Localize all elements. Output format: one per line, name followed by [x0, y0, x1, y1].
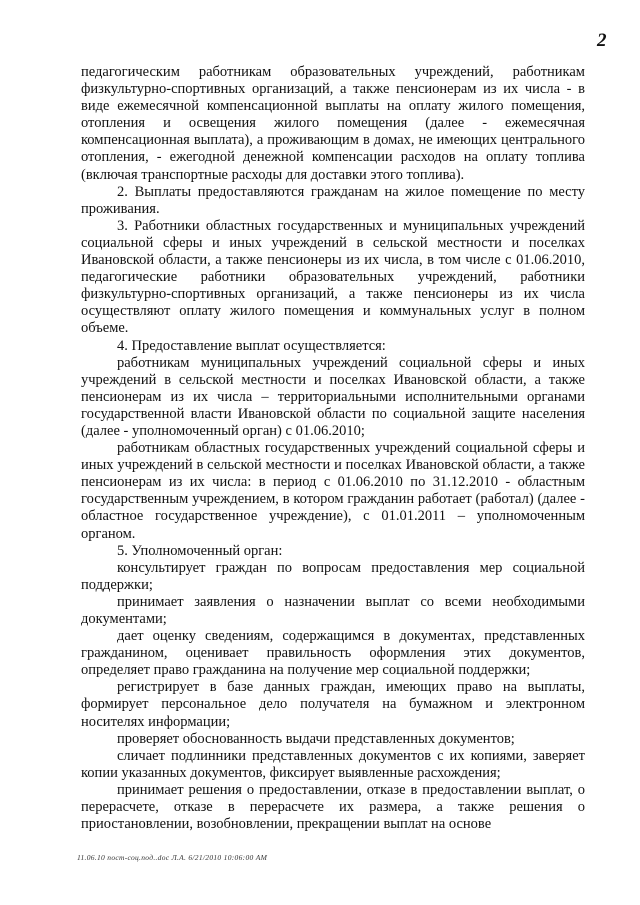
paragraph-item-4-municipal: работникам муниципальных учреждений социальной сферы и иных учреждений в сельской местности и поселках Ивановской области, а также пенсионерам из их числа – территориальными исполнительными органами государственной власти Ивановской области по социальной защите населения (далее - уполномоченный орган) с 01.06.2010;	[81, 354, 585, 439]
paragraph-item-5-registers: регистрирует в базе данных граждан, имеющих право на выплаты, формирует персональное дело получателя на бумажном и электронном носителях информации;	[81, 679, 585, 730]
paragraph-item-4-regional: работникам областных государственных учреждений социальной сферы и иных учреждений в сельской местности и поселках Ивановской области, а также пенсионерам из их числа: в период с 01.06.2010 по 31.12.2010 - областным государственным учреждением, в котором гражданин работает (работал) (далее - областное государственное учреждение), с 01.01.2011 – уполномоченным органом.	[81, 440, 585, 542]
file-footer: 11.06.10 пост-соц.под..doc Л.А. 6/21/2010 10:06:00 AM	[77, 853, 268, 862]
paragraph-item-2: 2. Выплаты предоставляются гражданам на жилое помещение по месту проживания.	[81, 183, 585, 217]
paragraph-item-5-consults: консультирует граждан по вопросам предоставления мер социальной поддержки;	[81, 559, 585, 593]
paragraph-item-4: 4. Предоставление выплат осуществляется:	[117, 337, 386, 354]
page-number: 2	[597, 30, 607, 51]
paragraph-item-5-compares: сличает подлинники представленных документов с их копиями, заверяет копии указанных документов, фиксирует выявленные расхождения;	[81, 747, 585, 781]
document-body	[81, 64, 585, 833]
paragraph-item-5-checks: проверяет обоснованность выдачи представленных документов;	[117, 730, 515, 747]
paragraph-item-5-evaluates: дает оценку сведениям, содержащимся в документах, представленных гражданином, оценивает правильность оформления этих документов, определяет право гражданина на получение мер социальной поддержки;	[81, 628, 585, 679]
paragraph-item-5-decides: принимает решения о предоставлении, отказе в предоставлении выплат, о перерасчете, отказе в перерасчете их размера, а также решения о приостановлении, возобновлении, прекращении выплат на основе	[81, 781, 585, 833]
paragraph-item-5-accepts: принимает заявления о назначении выплат со всеми необходимыми документами;	[81, 593, 585, 627]
paragraph-continuation: педагогическим работникам образовательных учреждений, работникам физкультурно-спортивных организаций, а также пенсионерам из их числа - в виде ежемесячной компенсационной выплаты на оплату жилого помещения, отопления и освещения жилого помещения (далее - ежемесячная компенсационная выплата), а проживающим в домах, не имеющих центрального отопления, - ежегодной денежной компенсации расходов на оплату топлива (включая транспортные расходы для доставки этого топлива).	[81, 64, 585, 183]
paragraph-item-3: 3. Работники областных государственных и муниципальных учреждений социальной сферы и иных учреждений в сельской местности и поселках Ивановской области, а также пенсионеры из их числа, в том числе с 01.06.2010, педагогические работники образовательных учреждений, работники физкультурно-спортивных организаций, а также пенсионеры из их числа осуществляют оплату жилого помещения и коммунальных услуг в полном объеме.	[81, 217, 585, 337]
paragraph-item-5: 5. Уполномоченный орган:	[117, 542, 283, 559]
